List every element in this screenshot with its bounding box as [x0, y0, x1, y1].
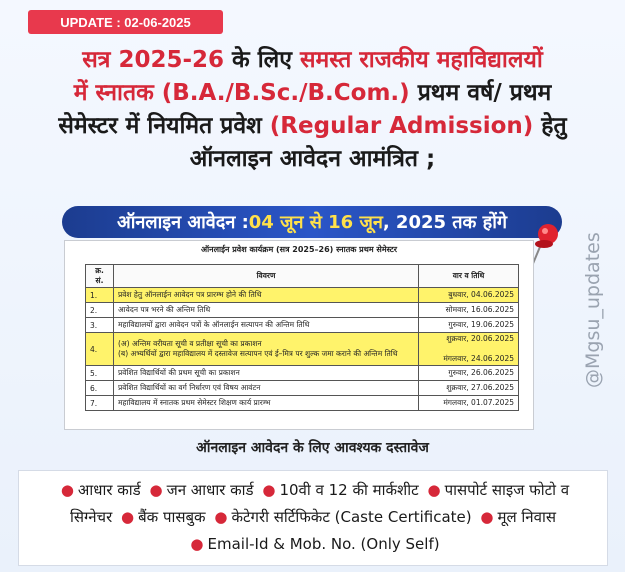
header-date: वार व तिथि: [419, 265, 519, 288]
bullet-icon: ●: [214, 508, 228, 526]
bullet-icon: ●: [427, 481, 441, 499]
bullet-icon: ●: [60, 481, 74, 499]
doc-item: Email-Id & Mob. No. (Only Self): [207, 535, 440, 553]
table-row: 4. (अ) अन्तिम वरीयता सूची व प्रतीक्षा सूची का प्रकाशन (ब) अभ्यर्थियों द्वारा महाविद्यालय में दस्तावेज सत्यापन एवं ई–मित्र पर शुल्क जमा कराने की अन्तिम तिथि शुक्रवार, 20.06.2025 मंगलवार, 24.06.2025: [86, 333, 519, 366]
watermark: @Mgsu_updates: [582, 232, 604, 388]
admission-schedule: [64, 240, 534, 430]
header-num: क्र. सं.: [86, 265, 114, 288]
doc-item: आधार कार्ड: [77, 481, 141, 499]
doc-item: जन आधार कार्ड: [166, 481, 254, 499]
bullet-icon: ●: [121, 508, 135, 526]
schedule-table: [85, 264, 519, 411]
table-row: 7. महाविद्यालय में स्नातक प्रथम सेमेस्टर शिक्षण कार्य प्रारम्भ मंगलवार, 01.07.2025: [86, 396, 519, 411]
doc-item: केटेगरी सर्टिफिकेट (Caste Certificate): [231, 508, 472, 526]
table-row: 2. आवेदन पत्र भरने की अन्तिम तिथि सोमवार, 16.06.2025: [86, 303, 519, 318]
doc-item: मूल निवास: [497, 508, 556, 526]
doc-item: 10वी व 12 की मार्कशीट: [279, 481, 419, 499]
update-badge: UPDATE : 02-06-2025: [28, 10, 223, 34]
documents-list: [18, 470, 608, 566]
table-row: 3. महाविद्यालयों द्वारा आवेदन पत्रों के ऑनलाईन सत्यापन की अन्तिम तिथि गुरुवार, 19.06.2025: [86, 318, 519, 333]
headline-line-4: ऑनलाइन आवेदन आमंत्रित ;: [189, 146, 436, 172]
table-row: 1. प्रवेश हेतु ऑनलाईन आवेदन पत्र प्रारम्भ होने की तिथि बुधवार, 04.06.2025: [86, 288, 519, 303]
row-4-date-b: मंगलवार, 24.06.2025: [443, 354, 514, 363]
bullet-icon: ●: [262, 481, 276, 499]
table-header-row: [86, 265, 519, 288]
schedule-title: ऑनलाईन प्रवेश कार्यक्रम (सत्र 2025–26) स्नातक प्रथम सेमेस्टर: [200, 245, 398, 254]
doc-item: बैंक पासबुक: [138, 508, 206, 526]
headline-line-2: में स्नातक (B.A./B.Sc./B.Com.) प्रथम वर्ष/ प्रथम: [73, 80, 552, 106]
doc-item: पासपोर्ट साइज फोटो व सिग्नेचर: [69, 481, 570, 526]
header-desc: विवरण: [114, 265, 419, 288]
row-4-part-b: (ब) अभ्यर्थियों द्वारा महाविद्यालय में दस्तावेज सत्यापन एवं ई–मित्र पर शुल्क जमा कराने की अन्तिम तिथि: [118, 349, 398, 358]
row-4-part-a: (अ) अन्तिम वरीयता सूची व प्रतीक्षा सूची का प्रकाशन: [118, 339, 262, 348]
headline: [20, 44, 605, 176]
headline-line-3: सेमेस्टर में नियमित प्रवेश (Regular Admission) हेतु: [58, 113, 567, 139]
bullet-icon: ●: [149, 481, 163, 499]
row-4-date-a: शुक्रवार, 20.06.2025: [446, 334, 514, 343]
bullet-icon: ●: [190, 535, 204, 553]
bullet-icon: ●: [480, 508, 494, 526]
table-row: 5. प्रवेशित विद्यार्थियों की प्रथम सूची का प्रकाशन गुरुवार, 26.06.2025: [86, 366, 519, 381]
application-dates-banner: ऑनलाइन आवेदन : 04 जून से 16 जून , 2025 तक होंगे: [62, 206, 562, 238]
headline-line-1: सत्र 2025-26 के लिए समस्त राजकीय महाविद्यालयों: [82, 47, 543, 73]
documents-heading: ऑनलाइन आवेदन के लिए आवश्यक दस्तावेज: [196, 440, 429, 456]
table-row: 6. प्रवेशित विद्यार्थियों का वर्ग निर्धारण एवं विषय आवंटन शुक्रवार, 27.06.2025: [86, 381, 519, 396]
